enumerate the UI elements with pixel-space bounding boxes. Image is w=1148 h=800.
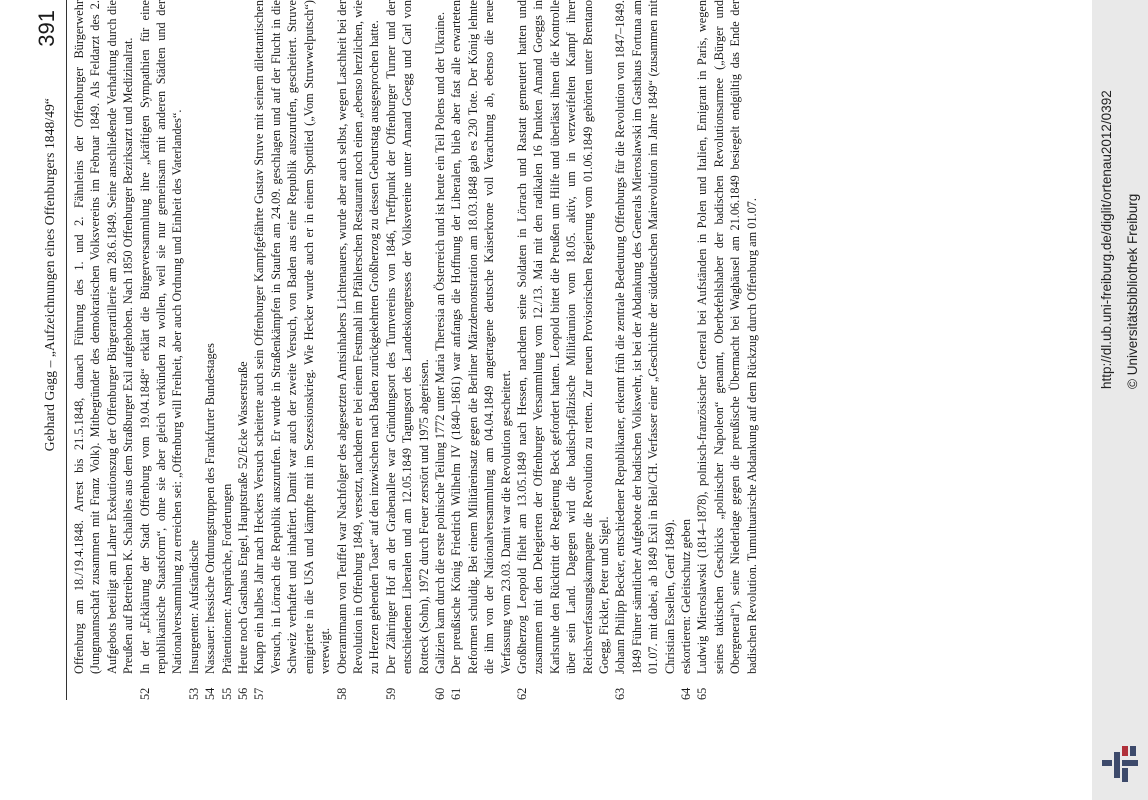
footnote xyxy=(202,0,218,700)
footnote-number: 57 xyxy=(252,687,267,700)
footnote-text: Johann Philipp Becker, entschiedener Republikaner, erkennt früh die zentrale Bedeutung Offenburgs für die Revolution von 1847–1849. 1849 Führer sämtlicher Aufgebote der badischen Volkswehr, ist bei der Abdankung des Generals Mieroslawski im Gasthaus Fortuna am 01.07. mit dabei, ab 1849 Exil in Biel/CH. Verfasser einer „Geschichte der süddeutschen Mairevolution im Jahre 1849“ (zusammen mit Christian Essellen, Genf 1849). xyxy=(613,0,677,674)
footnote xyxy=(694,0,760,700)
header-rule xyxy=(66,0,67,700)
footnote-text: Insurgenten: Aufständische xyxy=(186,540,201,674)
footnote xyxy=(137,0,186,700)
footnote-number: 64 xyxy=(679,687,694,700)
footnote-number: 58 xyxy=(334,687,349,700)
footnote xyxy=(334,0,383,700)
footnote-text: Galizien kam durch die erste polnische Teilung 1772 unter Maria Theresia an Österreich und ist heute ein Teil Polens und der Ukraine. xyxy=(432,11,447,674)
footnote xyxy=(251,0,333,700)
footnote-text: Der Zähringer Hof an der Grabenallee war Gründungsort des Turnvereins von 1846, Treffpunkt der Offenburger Turner und der entschiedenen Liberalen und am 12.05.1849 Tagungsort des Landeskongresses der Volksvereine unter Amand Goegg und Carl von Rotteck (Sohn), 1972 durch Feuer zerstört und 1975 abgerissen. xyxy=(383,0,431,674)
logo-svg xyxy=(1098,738,1142,788)
footnote xyxy=(383,0,432,700)
footnote-text: Prätentionen: Ansprüche, Forderungen xyxy=(219,483,234,674)
footnote xyxy=(186,0,202,700)
footnote-number: 61 xyxy=(449,687,464,700)
ub-freiburg-logo-icon[interactable] xyxy=(1098,738,1142,788)
footnote-number: 60 xyxy=(432,687,447,700)
footnote-number: 53 xyxy=(186,687,201,700)
footnote-text: Knapp ein halbes Jahr nach Heckers Versuch scheiterte auch sein Offenburger Kampfgefährte Gustav Struve mit seinem dilettantischen Versuch, in Lörrach die Republik auszurufen. Er wurde in Straßenkämpfen in Staufen am 24.09. geschlagen und auf der Flucht in die Schweiz verhaftet und inhaftiert. Damit war auch der zweite Versuch, von Baden aus eine Republik auszurufen, gescheitert. Struve emigrierte in die USA und kämpfte mit im Sezessionskrieg. Wie Hecker wurde auch er in einem Spottlied („Vom Struwwelputsch“) verewigt. xyxy=(252,0,333,674)
copyright-notice xyxy=(1122,5,1144,405)
footnote xyxy=(432,0,448,700)
footnote-number: 54 xyxy=(203,687,218,700)
footnote-number: 62 xyxy=(514,687,529,700)
footnote-text: Nassauer: hessische Ordnungstruppen des Frankfurter Bundestages xyxy=(203,343,218,674)
footnote-number: 55 xyxy=(219,687,234,700)
footnote-text: Ludwig Mieroslawski (1814–1878), polnisch-französischer General bei Aufständen in Polen und Italien, Emigrant in Paris, wegen seines taktischen Geschicks „polnischer Napoleon“ genannt, Oberbefehlshaber der badischen Revolutionsarmee („Bürger und Obergeneral“), seine Niederlage gegen die preußische Übermacht bei Waghäusel am 21.06.1849 besiegelt endgültig das Ende der badischen Revolution. Tumultuarische Abdankung auf dem Rückzug durch Offenburg am 01.07. xyxy=(695,0,759,674)
footnote-text: Heute noch Gasthaus Engel, Hauptstraße 52/Ecke Wasserstraße xyxy=(236,361,251,674)
footnote-number: 52 xyxy=(137,687,152,700)
footnote-number: 63 xyxy=(613,687,628,700)
footnote xyxy=(678,0,694,700)
permalink-text[interactable]: http://dl.ub.uni-freiburg.de/diglit/ortenau2012/0392 xyxy=(1099,90,1114,389)
footnote-number: 59 xyxy=(383,687,398,700)
footnote xyxy=(235,0,251,700)
running-header xyxy=(0,0,80,700)
footnote-text: In der „Erklärung der Stadt Offenburg vom 19.04.1848“ erklärt die Bürgerversammlung ihre „kräftigen Sympathien für eine republikanische Staatsform“, ohne sie aber gleich verkünden zu wollen, weil sie nur gemeinsam mit anderen Städten und der Nationalversammlung zu erreichen sei: „Offenburg will Freiheit, aber auch Ordnung und Einheit des Vaterlandes“. xyxy=(137,0,185,674)
footnote-text: Oberamtmann von Teuffel war Nachfolger des abgesetzten Amtsinhabers Lichtenauers, wurde aber auch selbst, wegen Laschheit bei der Revolution in Offenburg 1849, versetzt, nachdem er bei einem Festmahl im Pfählerschen Restaurant noch einen „ebenso herzlichen, wie zu Herzen gehenden Toast“ auf den inzwischen nach Baden zurückgekehrten Großherzog zu dessen Geburtstag ausgesprochen hatte. xyxy=(334,0,382,674)
footnote-number: 56 xyxy=(236,687,251,700)
footnote xyxy=(612,0,678,700)
page-number: 391 xyxy=(34,10,59,47)
footnote-text: eskortieren: Geleitschutz geben xyxy=(679,518,694,674)
footnote-text: Der preußische König Friedrich Wilhelm IV (1840–1861) war anfangs die Hoffnung der Liberalen, blieb aber fast alle erwarteten Reformen schuldig. Bei einem Militäreinsatz gegen die Berliner Märzdemonstration am 18.03.1848 gab es 230 Tote. Der König lehnte die ihm von der Nationalversammlung am 04.04.1849 angetragene deutsche Kaiserkrone voll Verachtung ab, ebenso die neue Verfassung vom 23.03. Damit war die Revolution gescheitert. xyxy=(449,0,513,674)
footnote-text: Großherzog Leopold flieht am 13.05.1849 nach Hessen, nachdem seine Soldaten in Lörrach und Rastatt gemeutert hatten und zusammen mit den Delegierten der Offenburger Versammlung vom 12./13. Mai mit den radikalen 16 Punkten Amand Goeggs in Karlsruhe den Rücktritt der Regierung Beck gefordert hatten. Leopold bittet die Preußen um Hilfe und überlässt ihnen die Kontrolle über sein Land. Dagegen wird die badisch-pfälzische Militärunion vom 18.05. aktiv, um in verzweifelten Kampf ihrer Reichsverfassungskampagne die Revolution zu retten. Zur neuen Provisorischen Regierung vom 01.06.1849 gehörten unter Brentano Goegg, Fickler, Peter und Sigel. xyxy=(514,0,611,674)
footnote xyxy=(514,0,612,700)
footnote-number: 65 xyxy=(695,687,710,700)
permalink[interactable] xyxy=(1096,5,1118,405)
running-title: Gebhard Gagg – „Aufzeichnungen eines Offenburgers 1848/49“ xyxy=(42,98,57,452)
footnote xyxy=(448,0,514,700)
footnotes xyxy=(71,0,760,700)
footnote xyxy=(219,0,235,700)
footnote-text: Offenburg am 18./19.4.1848. Arrest bis 21.5.1848, danach Führung des 1. und 2. Fähnleins der Offenburger Bürgerwehr (Jungmannschaft zusammen mit Franz Volk). Mitbegründer des demokratischen Volksvereins im Februar 1849. Als Feldarzt des 2. Aufgebots beteiligt am Lahrer Exekutionszug der Offenburger Bürgerartillerie am 28.6.1849. Seine anschließende Verhaftung durch die Preußen auf Betreiben K. Schaibles aus dem Straßburger Exil aufgehoben. Nach 1850 Offenburger Bezirksarzt und Medizinalrat. xyxy=(72,0,136,674)
copyright-text: © Universitätsbibliothek Freiburg xyxy=(1125,193,1140,389)
footnote xyxy=(71,0,137,700)
